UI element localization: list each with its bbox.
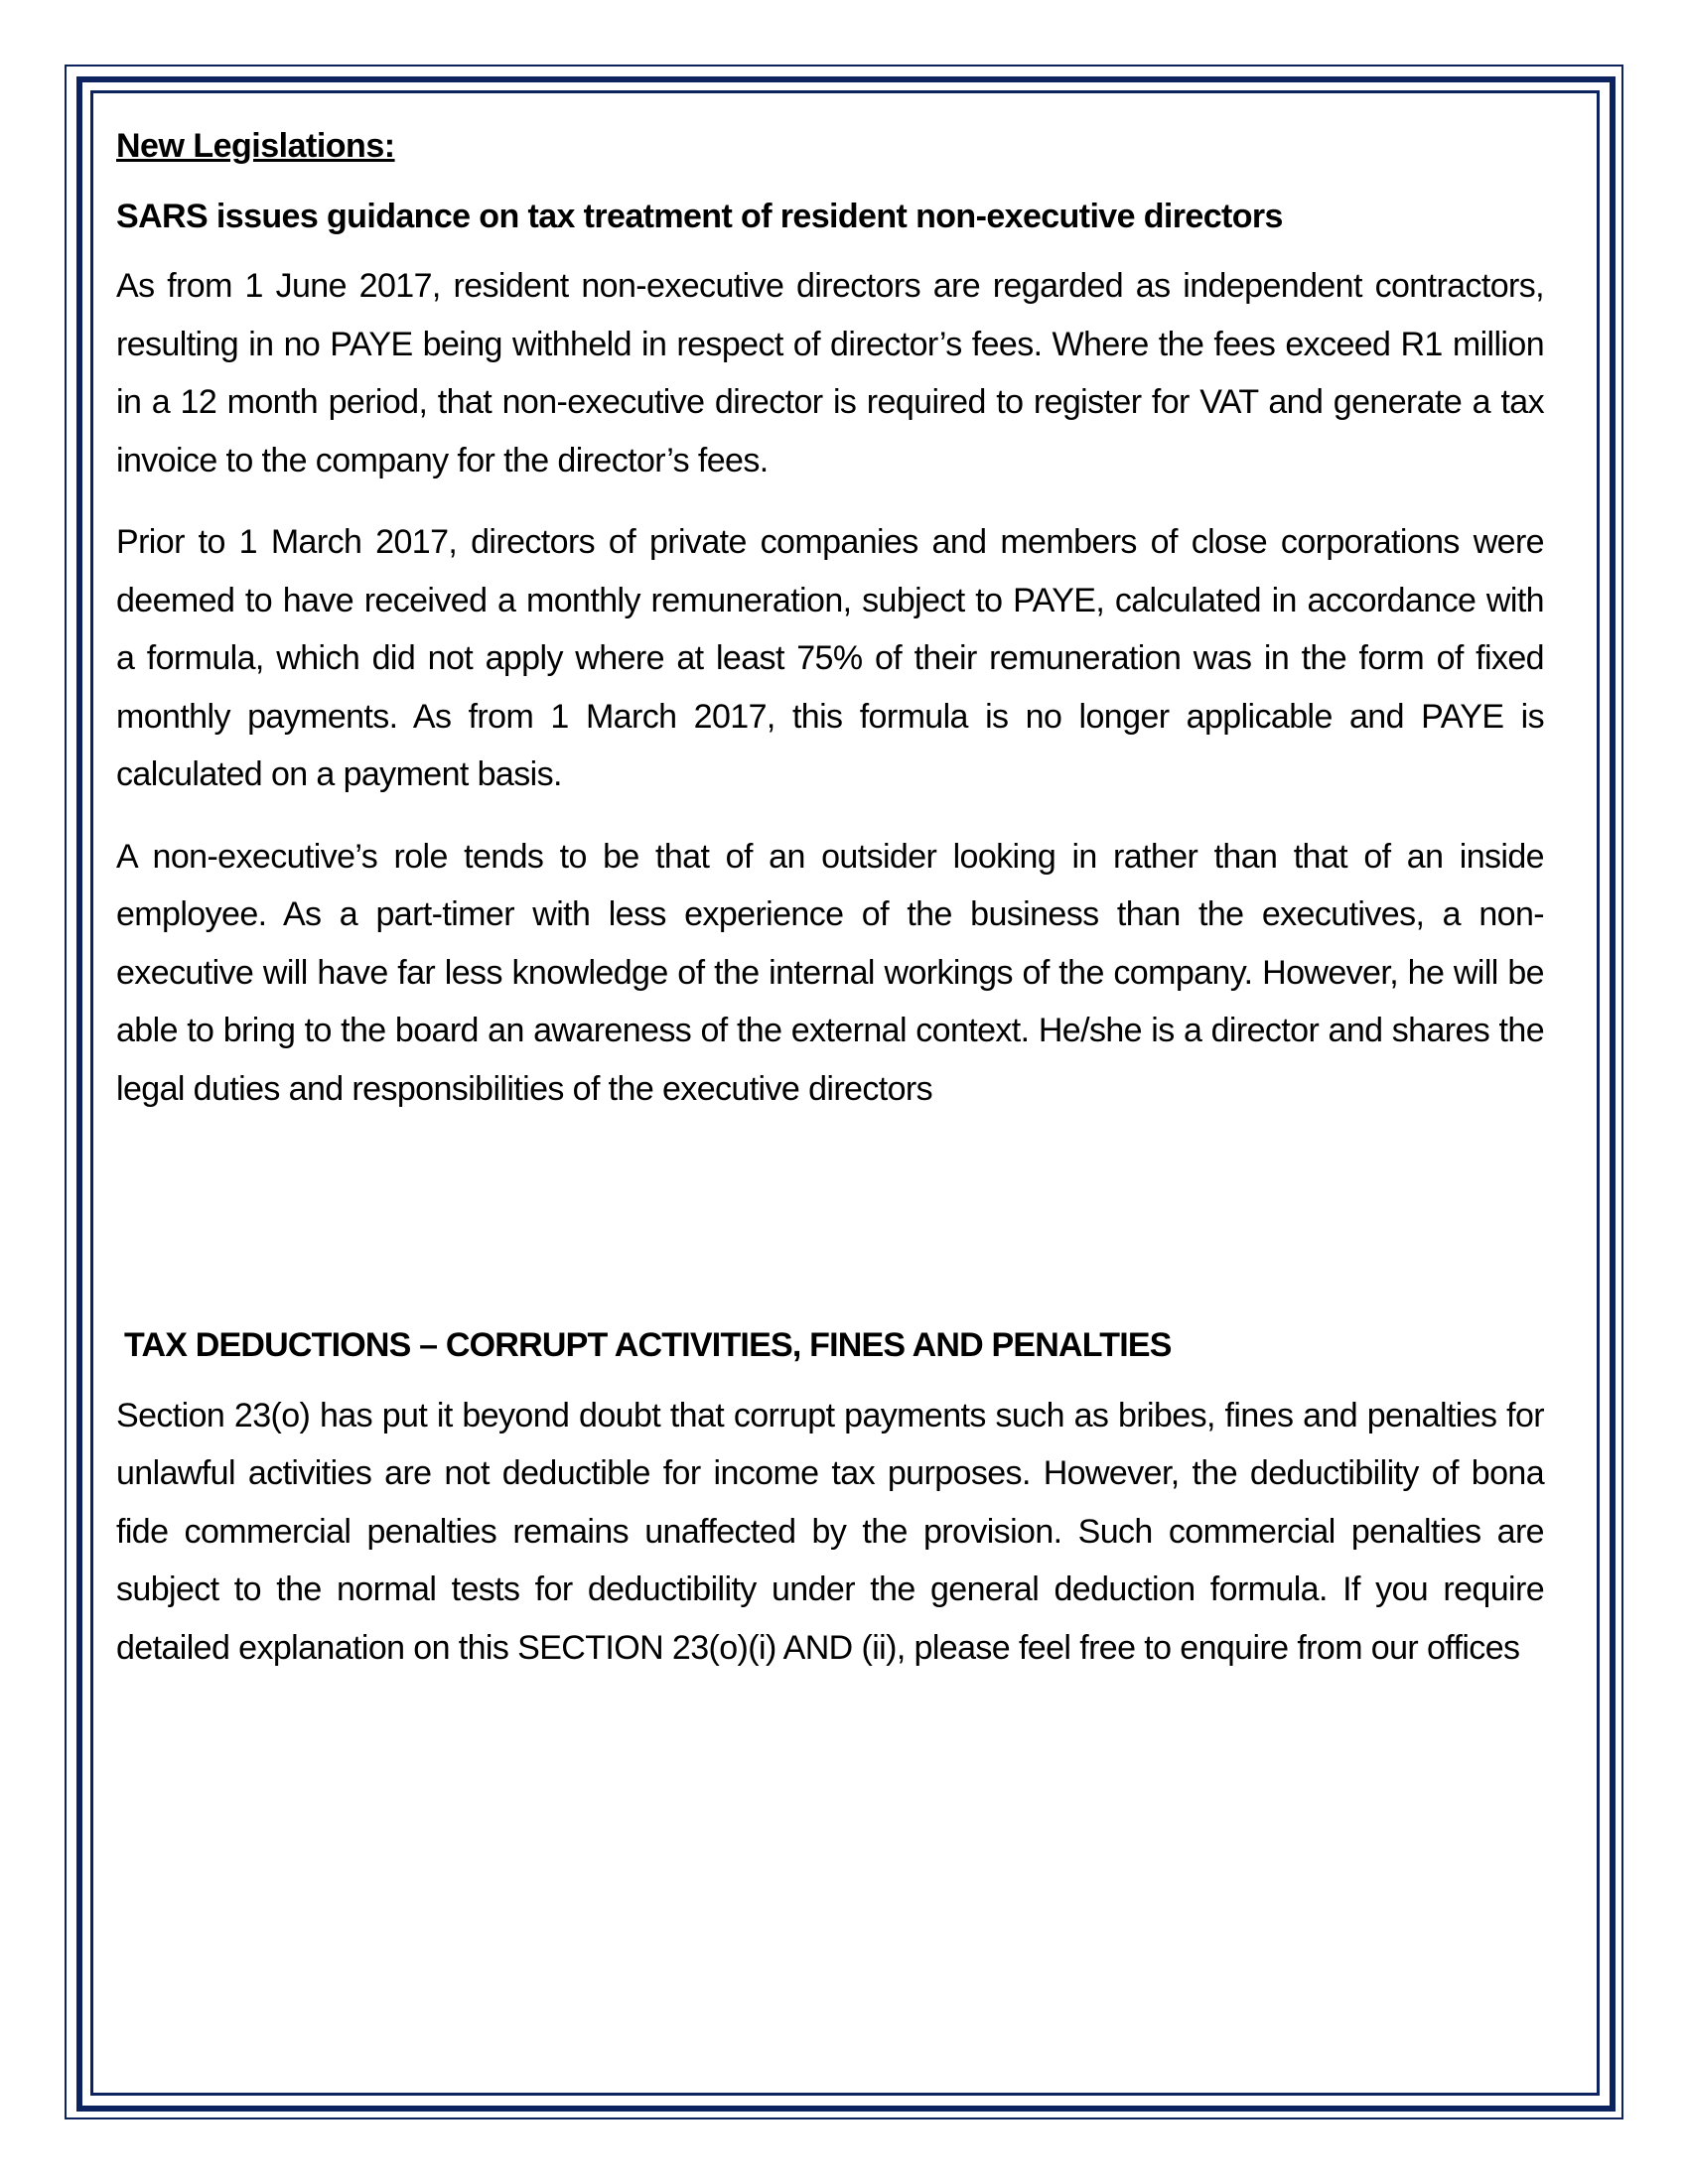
paragraph: A non-executive’s role tends to be that of an outsider looking in rather than that of an inside employee. As a part-timer with less experience of the business than the executives, a non-executive will have far less knowledge of the internal workings of the company. However, he will be able to bring to the board an awareness of the external context. He/she is a director and shares the legal duties and responsibilities of the executive directors (116, 837, 1544, 1108)
section-heading-tax-deductions: TAX DEDUCTIONS – CORRUPT ACTIVITIES, FINES AND PENALTIES (124, 1326, 1172, 1364)
paragraph: As from 1 June 2017, resident non-executive directors are regarded as independent contractors, resulting in no PAYE being withheld in respect of director’s fees. Where the fees exceed R1 million in a 12 month period, that non-executive director is required to register for VAT and generate a tax invoice to the company for the director’s fees. (116, 267, 1544, 479)
document-body (116, 117, 1544, 1701)
paragraph: Section 23(o) has put it beyond doubt that corrupt payments such as bribes, fines and penalties for unlawful activities are not deductible for income tax purposes. However, the deductibility of bona fide commercial penalties remains unaffected by the provision. Such commercial penalties are subject to the normal tests for deductibility under the general deduction formula. If you require detailed explanation on this SECTION 23(o)(i) AND (ii), please feel free to enquire from our offices (116, 1396, 1544, 1667)
article-title: SARS issues guidance on tax treatment of resident non-executive directors (116, 197, 1283, 235)
paragraph: Prior to 1 March 2017, directors of private companies and members of close corporations were deemed to have received a monthly remuneration, subject to PAYE, calculated in accordance with a formula, which did not apply where at least 75% of their remuneration was in the form of fixed monthly payments. As from 1 March 2017, this formula is no longer applicable and PAYE is calculated on a payment basis. (116, 523, 1544, 793)
spacer (116, 1142, 1544, 1316)
section-heading-new-legislations: New Legislations: (116, 127, 395, 165)
